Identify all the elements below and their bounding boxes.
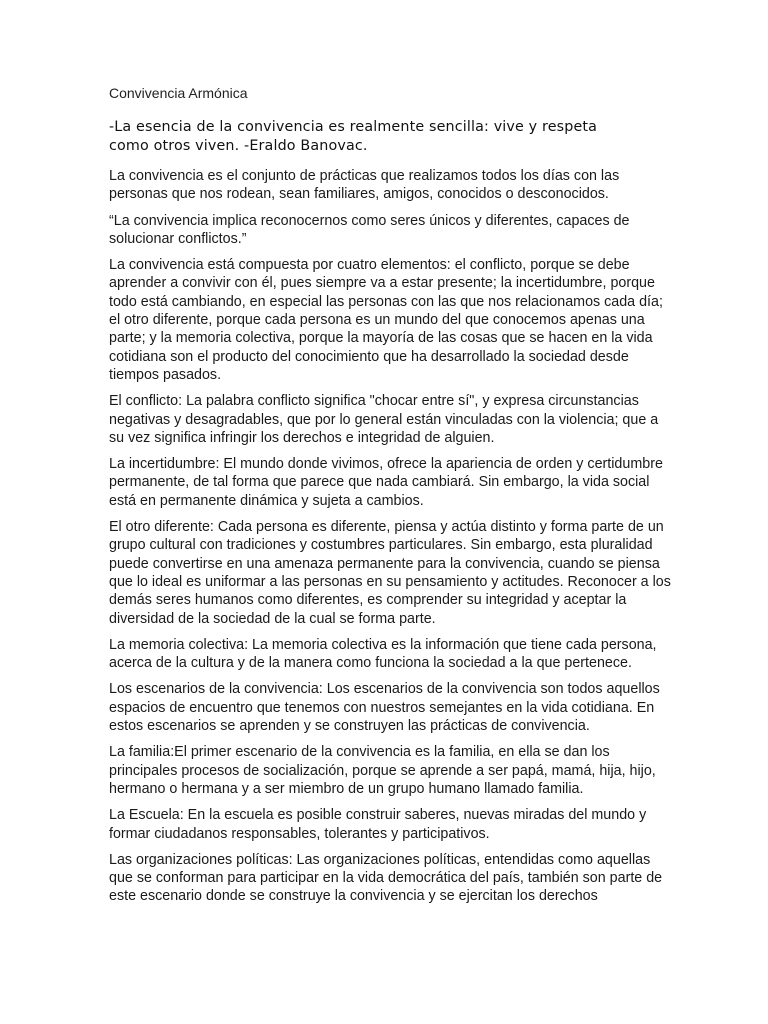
paragraph-the-other [109, 518, 721, 628]
text-line: cotidiana son el producto del conocimiento que ha desarrollado la sociedad desde [109, 348, 629, 365]
text-line: espacios de encuentro que tenemos con nuestros semejantes en la vida cotidiana. En [109, 699, 655, 716]
document-title: Convivencia Armónica [109, 85, 248, 101]
text-line: permanente, de tal forma que parece que nada cambiará. Sin embargo, la vida social [109, 474, 650, 491]
paragraph-family [109, 743, 721, 798]
text-line: el otro diferente, porque cada persona es un mundo del que conocemos apenas una [109, 312, 645, 329]
text-line: diversidad de la sociedad de la cual se forma parte. [109, 610, 436, 627]
text-line: La convivencia está compuesta por cuatro elementos: el conflicto, porque se debe [109, 257, 630, 274]
paragraph-conflict [109, 392, 721, 447]
text-line: grupo cultural con tradiciones y costumbres particulares. Sin embargo, esta pluralidad [109, 537, 653, 554]
text-line: personas que nos rodean, sean familiares, amigos, conocidos o desconocidos. [109, 186, 609, 203]
text-line: hermano o hermana y a ser miembro de un grupo humano llamado familia. [109, 780, 584, 797]
text-line: La memoria colectiva: La memoria colectiva es la información que tiene cada persona, [109, 636, 657, 653]
text-line: “La convivencia implica reconocernos como seres únicos y diferentes, capaces de [109, 212, 630, 229]
text-line: solucionar conflictos.” [109, 230, 247, 247]
text-line: que se conforman para participar en la vida democrática del país, también son parte de [109, 870, 663, 887]
paragraph-elements [109, 256, 721, 384]
text-line: El otro diferente: Cada persona es diferente, piensa y actúa distinto y forma parte de un [109, 519, 664, 536]
text-line: que lo ideal es uniformar a las personas en su pensamiento y actitudes. Reconocer a los [109, 573, 671, 590]
text-line: La incertidumbre: El mundo donde vivimos, ofrece la apariencia de orden y certidumbre [109, 456, 663, 473]
text-line: su vez significa infringir los derechos e integridad de alguien. [109, 429, 495, 446]
text-line: puede convertirse en una amenaza permanente para la convivencia, cuando se piensa [109, 555, 660, 572]
document-page [109, 84, 721, 914]
epigraph-line: -La esencia de la convivencia es realmente sencilla: vive y respeta [109, 119, 598, 135]
paragraph-collective-memory [109, 636, 721, 673]
paragraph-political-organizations [109, 851, 721, 906]
paragraph-definition [109, 167, 721, 204]
text-line: principales procesos de socialización, porque se aprende a ser papá, mamá, hija, hijo, [109, 762, 656, 779]
text-line: acerca de la cultura y de la manera como funciona la sociedad a la que pertenece. [109, 655, 632, 672]
text-line: demás seres humanos como diferentes, es comprender su integridad y aceptar la [109, 592, 627, 609]
text-line: todo está cambiando, en especial las personas con las que nos relacionamos cada día; [109, 293, 663, 310]
text-line: La Escuela: En la escuela es posible construir saberes, nuevas miradas del mundo y [109, 807, 647, 824]
epigraph-quote [109, 118, 721, 156]
text-line: parte; y la memoria colectiva, porque la mayoría de las cosas que se hacen en la vida [109, 330, 653, 347]
text-line: tiempos pasados. [109, 366, 222, 383]
paragraph-school [109, 806, 721, 843]
text-line: este escenario donde se construye la convivencia y se ejercitan los derechos [109, 888, 598, 905]
text-line: negativas y desagradables, que por lo general están vinculadas con la violencia; que a [109, 411, 659, 428]
text-line: La convivencia es el conjunto de prácticas que realizamos todos los días con las [109, 168, 620, 184]
text-line: aprender a convivir con él, pues siempre va a estar presente; la incertidumbre, porque [109, 275, 655, 292]
text-line: estos escenarios se aprenden y se construyen las prácticas de convivencia. [109, 718, 590, 735]
text-line: El conflicto: La palabra conflicto significa "chocar entre sí", y expresa circunstancias [109, 393, 639, 410]
text-line: La familia:El primer escenario de la convivencia es la familia, en ella se dan los [109, 744, 610, 761]
paragraph-quote [109, 212, 721, 249]
epigraph-line: como otros viven. -Eraldo Banovac. [109, 138, 368, 154]
text-line: Las organizaciones políticas: Las organizaciones políticas, entendidas como aquellas [109, 851, 651, 868]
paragraph-uncertainty [109, 455, 721, 510]
text-line: está en permanente dinámica y sujeta a cambios. [109, 492, 424, 509]
text-line: formar ciudadanos responsables, tolerantes y participativos. [109, 825, 490, 842]
paragraph-scenarios [109, 680, 721, 735]
text-line: Los escenarios de la convivencia: Los escenarios de la convivencia son todos aquellos [109, 681, 660, 698]
